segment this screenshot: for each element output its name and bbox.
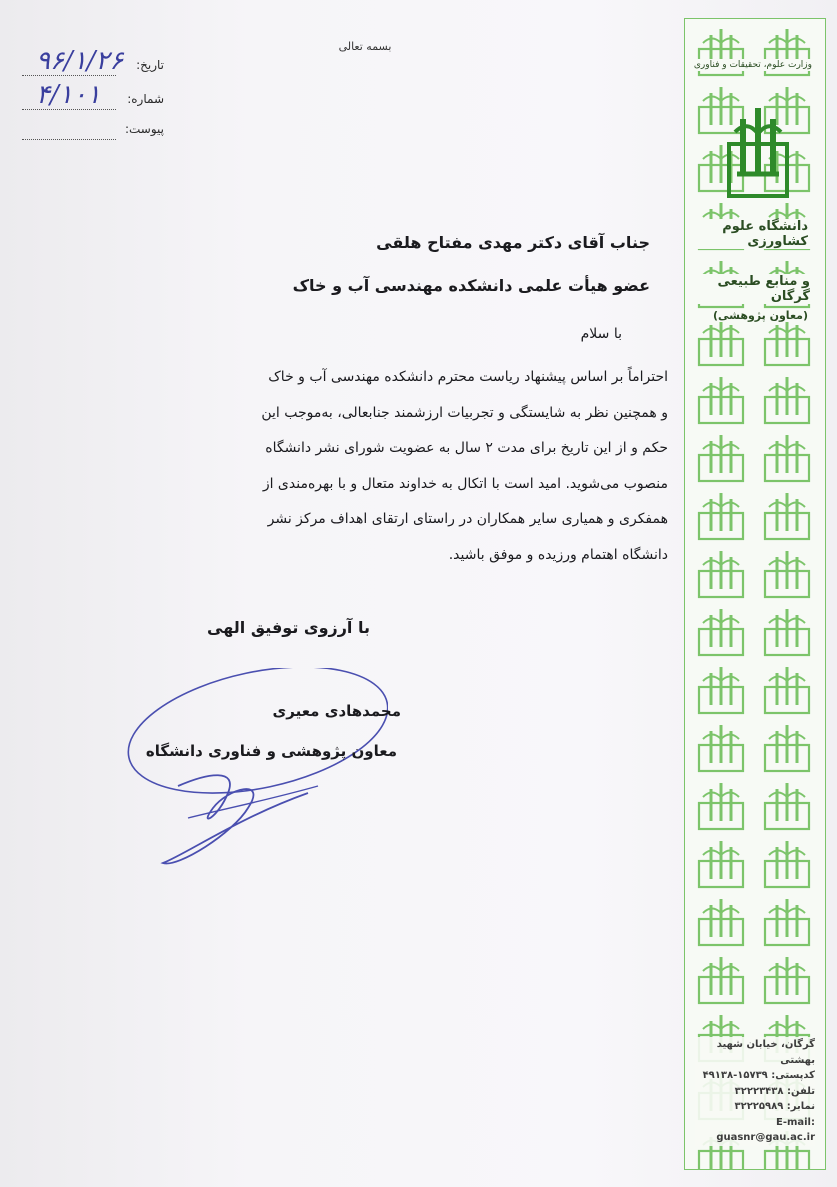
wheat-pattern-icon	[759, 951, 815, 1007]
wheat-pattern-icon	[759, 371, 815, 427]
attachment-field	[14, 112, 164, 142]
wheat-pattern-icon	[693, 487, 749, 543]
signer-title: معاون پژوهشی و فناوری دانشگاه	[145, 742, 397, 760]
wheat-pattern-icon	[693, 429, 749, 485]
ministry-name: وزارت علوم، تحقیقات و فناوری	[691, 59, 815, 71]
basmala: بسمه تعالی	[338, 40, 392, 53]
recipient-line2: عضو هیأت علمی دانشکده مهندسی آب و خاک	[292, 276, 650, 295]
number-line	[22, 109, 116, 110]
university-name-line2: و منابع طبیعی گرگان	[685, 274, 813, 304]
address-text: گرگان، خیابان شهید بهشتی	[695, 1037, 815, 1068]
letterhead-strip	[684, 18, 826, 1170]
recipient-line1: جناب آقای دکتر مهدی مفتاح هلقی	[376, 233, 650, 252]
body-line: منصوب می‌شوید. امید است با اتکال به خداوند متعال و با بهره‌مندی از	[262, 475, 668, 492]
university-name-line1: دانشگاه علوم کشاورزی	[685, 219, 811, 249]
postal-code-text: کدپستی: ۱۵۷۳۹-۴۹۱۳۸	[695, 1068, 815, 1084]
wheat-pattern-icon	[693, 835, 749, 891]
number-field	[14, 82, 164, 112]
wheat-pattern-icon	[693, 603, 749, 659]
phone-text: تلفن: ۳۲۲۲۳۴۳۸	[695, 1084, 815, 1100]
wheat-pattern-icon	[759, 661, 815, 717]
wheat-pattern-icon	[759, 893, 815, 949]
contact-block	[695, 1037, 815, 1146]
body-line: حکم و از این تاریخ برای مدت ۲ سال به عضویت شورای نشر دانشگاه	[265, 440, 668, 456]
signature-scribble	[118, 668, 388, 878]
wheat-pattern-icon	[759, 545, 815, 601]
wheat-pattern-icon	[759, 777, 815, 833]
wheat-pattern-icon	[759, 719, 815, 775]
fax-text: نمابر: ۳۲۲۲۵۹۸۹	[695, 1099, 815, 1115]
body-line: احتراماً بر اساس پیشنهاد ریاست محترم دانشکده مهندسی آب و خاک	[268, 369, 668, 385]
wheat-pattern-icon	[693, 545, 749, 601]
email-label: E-mail:	[695, 1115, 815, 1131]
email-address[interactable]: guasnr@gau.ac.ir	[695, 1130, 815, 1146]
body-line: همفکری و همیاری سایر همکاران در راستای ارتقای اهداف مرکز نشر	[267, 511, 668, 527]
body-line: و همچنین نظر به شایستگی و تجربیات ارزشمند جنابعالی، به‌موجب این	[261, 404, 668, 421]
wheat-pattern-icon	[693, 951, 749, 1007]
wheat-pattern-icon	[759, 429, 815, 485]
wheat-pattern-icon	[693, 893, 749, 949]
wheat-pattern-icon	[759, 835, 815, 891]
signer-name: محمدهادی معیری	[272, 702, 401, 720]
number-label: شماره:	[127, 92, 164, 106]
greeting: با سلام	[580, 326, 622, 342]
wheat-pattern-icon	[759, 487, 815, 543]
wheat-pattern-icon	[693, 719, 749, 775]
date-line	[22, 75, 116, 76]
wheat-pattern-icon	[693, 371, 749, 427]
letter-body	[108, 360, 668, 573]
attachment-label: پیوست:	[124, 122, 164, 136]
body-line: دانشگاه اهتمام ورزیده و موفق باشید.	[448, 546, 668, 563]
date-value: ۹۶/۱/۲۶	[36, 46, 124, 76]
wheat-pattern-icon	[693, 777, 749, 833]
university-logo-icon	[723, 104, 793, 204]
wheat-pattern-icon	[693, 661, 749, 717]
attachment-line	[22, 139, 116, 140]
date-field	[14, 48, 164, 78]
closing-phrase: با آرزوی توفیق الهی	[207, 618, 370, 637]
date-label: تاریخ:	[136, 58, 164, 72]
department-name: (معاون پژوهشی)	[710, 309, 811, 322]
number-value: ۴/۱۰۱	[36, 80, 101, 110]
wheat-pattern-icon	[759, 603, 815, 659]
